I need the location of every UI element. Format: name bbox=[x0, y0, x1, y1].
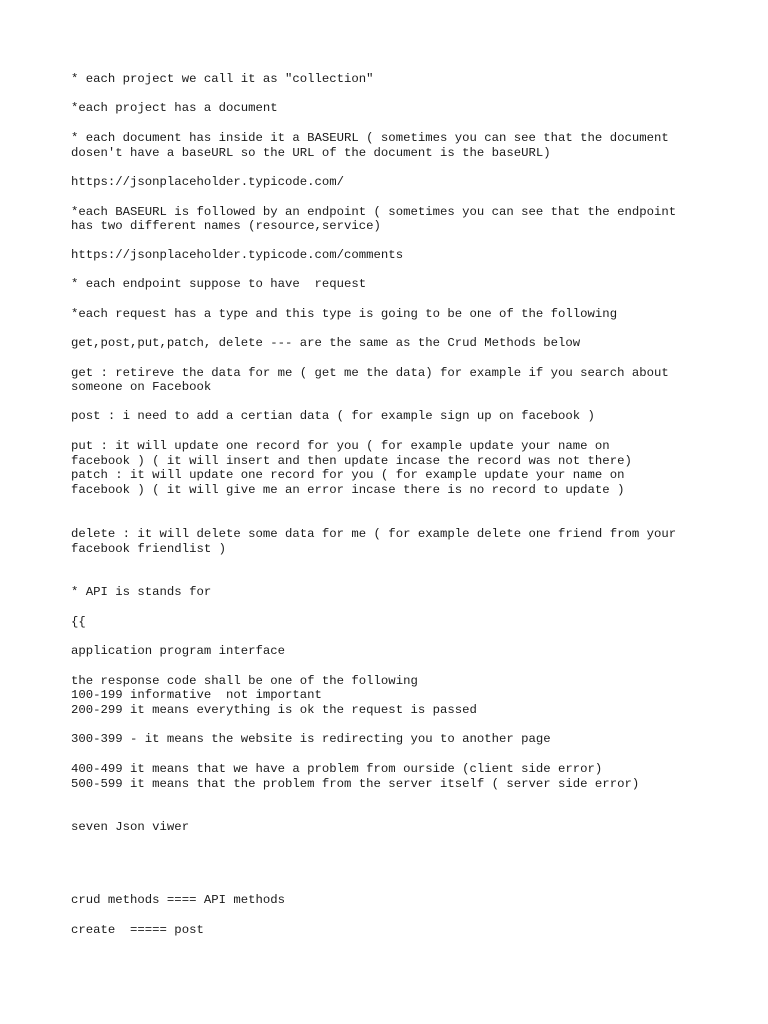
text-line: * each endpoint suppose to have request bbox=[71, 277, 367, 291]
text-line: https://jsonplaceholder.typicode.com/comments bbox=[71, 248, 404, 262]
text-line: {{ bbox=[71, 615, 86, 629]
text-line: patch : it will update one record for you ( for example update your name on bbox=[71, 468, 625, 482]
text-line: the response code shall be one of the following bbox=[71, 674, 418, 688]
text-line: 500-599 it means that the problem from the server itself ( server side error) bbox=[71, 777, 640, 791]
text-line: someone on Facebook bbox=[71, 380, 212, 394]
text-line: delete : it will delete some data for me ( for example delete one friend from your bbox=[71, 527, 677, 541]
text-line: facebook ) ( it will insert and then update incase the record was not there) bbox=[71, 454, 632, 468]
text-line: *each BASEURL is followed by an endpoint ( sometimes you can see that the endpoint bbox=[71, 205, 677, 219]
text-line: 400-499 it means that we have a problem from ourside (client side error) bbox=[71, 762, 603, 776]
text-line: seven Json viwer bbox=[71, 820, 190, 834]
text-line: * each document has inside it a BASEURL ( sometimes you can see that the document bbox=[71, 131, 669, 145]
text-line: 200-299 it means everything is ok the request is passed bbox=[71, 703, 477, 717]
text-line: get,post,put,patch, delete --- are the same as the Crud Methods below bbox=[71, 336, 581, 350]
text-line: create ===== post bbox=[71, 923, 204, 937]
text-line: application program interface bbox=[71, 644, 286, 658]
text-line: has two different names (resource,service) bbox=[71, 219, 381, 233]
text-line: * API is stands for bbox=[71, 585, 212, 599]
text-line: facebook ) ( it will give me an error incase there is no record to update ) bbox=[71, 483, 625, 497]
text-line: * each project we call it as "collection" bbox=[71, 72, 374, 86]
text-line: dosen't have a baseURL so the URL of the document is the baseURL) bbox=[71, 146, 551, 160]
text-line: *each project has a document bbox=[71, 101, 278, 115]
text-line: https://jsonplaceholder.typicode.com/ bbox=[71, 175, 345, 189]
text-line: post : i need to add a certian data ( for example sign up on facebook ) bbox=[71, 409, 595, 423]
text-line: get : retireve the data for me ( get me the data) for example if you search about bbox=[71, 366, 669, 380]
text-line: 100-199 informative not important bbox=[71, 688, 322, 702]
text-line: facebook friendlist ) bbox=[71, 542, 226, 556]
text-line: 300-399 - it means the website is redirecting you to another page bbox=[71, 732, 551, 746]
text-line: put : it will update one record for you ( for example update your name on bbox=[71, 439, 610, 453]
text-line: crud methods ==== API methods bbox=[71, 893, 286, 907]
text-line: *each request has a type and this type is going to be one of the following bbox=[71, 307, 618, 321]
